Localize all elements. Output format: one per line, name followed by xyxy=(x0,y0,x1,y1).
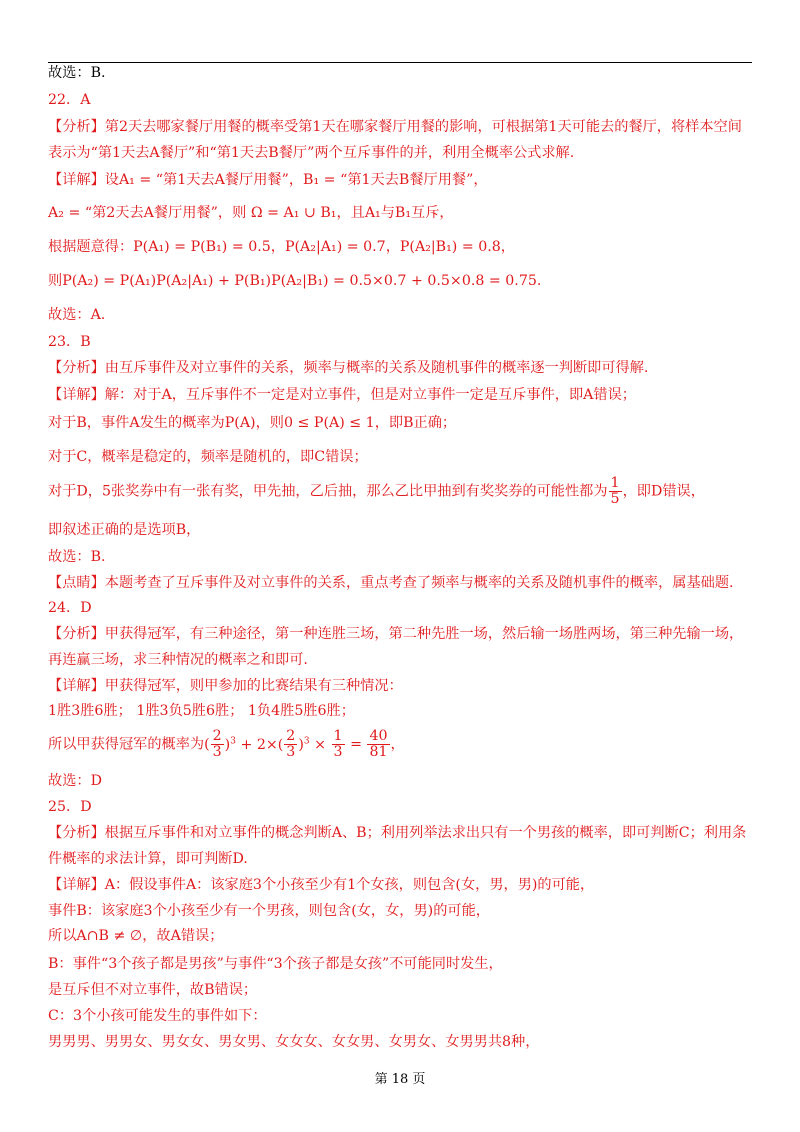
q25-detail-line7: 男男男、男男女、男女女、男女男、女女女、女女男、女男女、女男男共8种， xyxy=(48,1034,540,1050)
q23-detail-line2: 对于B，事件A发生的概率为P(A)，则0 ≤ P(A) ≤ 1，即B正确； xyxy=(48,415,457,431)
q24-detail-line1: 【详解】甲获得冠军，则甲参加的比赛结果有三种情况： xyxy=(48,678,403,694)
q25-detail-line6: C：3个小孩可能发生的事件如下： xyxy=(48,1008,267,1024)
q23-comment: 【点睛】本题考查了互斥事件及对立事件的关系，重点考查了频率与概率的关系及随机事件的概率，属基础题. xyxy=(48,575,734,591)
fraction-one-third: $\frac{1}{3}$ xyxy=(333,728,343,760)
q23-detail-line1: 【详解】解：对于A，互斥事件不一定是对立事件，但是对立事件一定是互斥事件，即A错误； xyxy=(48,387,636,403)
q24-detail-line3: 所以甲获得冠军的概率为( $\frac{2}{3}$ )$^3$ + 2×( $\frac{2}{3}$ )$^3$ × $\frac{1}{3}$ = $\frac{40}{81}$ ， xyxy=(48,728,405,760)
page-number: 第 18 页 xyxy=(374,1072,426,1087)
q23-detail-line4 xyxy=(48,476,705,507)
q25-detail-line3: 所以A∩B ≠ ∅，故A错误； xyxy=(48,928,224,944)
q25-detail-line2: 事件B：该家庭3个小孩至少有一个男孩，则包含(女，女，男)的可能， xyxy=(48,903,490,919)
fraction-one-fifth: $\frac{1}{5}$ xyxy=(610,475,620,507)
q23-detail-line4-text: 对于D，5张奖券中有一张有奖，甲先抽，乙后抽，那么乙比甲抽到有奖奖券的可能性都为 xyxy=(48,483,608,500)
q22-analysis-line1: 【分析】第2天去哪家餐厅用餐的概率受第1天在哪家餐厅用餐的影响，可根据第1天可能去的餐厅，将样本空间 xyxy=(48,119,742,135)
fraction-two-thirds: $\frac{2}{3}$ xyxy=(212,728,222,760)
q24-analysis-line2: 再连赢三场，求三种情况的概率之和即可. xyxy=(48,652,308,668)
q24-detail-line3-text: 所以甲获得冠军的概率为 xyxy=(48,736,205,753)
q22-analysis-line2: 表示为“第1天去A餐厅”和“第1天去B餐厅”两个互斥事件的并，利用全概率公式求解. xyxy=(48,145,575,161)
q23-detail-line4-end: ，即D错误， xyxy=(622,483,705,500)
q22-number: 22．A xyxy=(48,92,91,108)
q23-detail-line5: 即叙述正确的是选项B， xyxy=(48,522,201,538)
q23-analysis: 【分析】由互斥事件及对立事件的关系，频率与概率的关系及随机事件的概率逐一判断即可得解. xyxy=(48,360,649,376)
header-rule xyxy=(48,62,752,63)
q23-number: 23．B xyxy=(48,334,91,350)
q24-analysis-line1: 【分析】甲获得冠军，有三种途径，第一种连胜三场，第二种先胜一场，然后输一场胜两场，第三种先输一场， xyxy=(48,626,744,642)
q25-analysis-line2: 件概率的求法计算，即可判断D. xyxy=(48,851,248,867)
q23-choose: 故选：B. xyxy=(48,549,106,565)
q24-detail-line2: 1胜3胜6胜； 1胜3负5胜6胜； 1负4胜5胜6胜； xyxy=(48,703,355,719)
q24-number: 24．D xyxy=(48,600,92,616)
q25-number: 25．D xyxy=(48,799,92,815)
q22-detail-line3: 根据题意得：P(A₁) = P(B₁) = 0.5，P(A₂|A₁) = 0.7，P(A₂|B₁) = 0.8， xyxy=(48,239,515,255)
q22-choose: 故选：A. xyxy=(48,307,106,323)
q25-analysis-line1: 【分析】根据互斥事件和对立事件的概念判断A、B；利用列举法求出只有一个男孩的概率，即可判断C；利用条 xyxy=(48,825,747,841)
q25-detail-line1: 【详解】A：假设事件A：该家庭3个小孩至少有1个女孩，则包含(女，男，男)的可能， xyxy=(48,877,595,893)
fraction-two-thirds: $\frac{2}{3}$ xyxy=(286,728,296,760)
q21-choose: 故选：B. xyxy=(48,65,106,81)
q23-detail-line3: 对于C，概率是稳定的，频率是随机的，即C错误； xyxy=(48,449,368,465)
q25-detail-line4: B：事件“3个孩子都是男孩”与事件“3个孩子都是女孩”不可能同时发生， xyxy=(48,956,503,972)
q22-detail-line1: 【详解】设A₁ = “第1天去A餐厅用餐”，B₁ = “第1天去B餐厅用餐”， xyxy=(48,172,488,188)
q22-detail-line4: 则P(A₂) = P(A₁)P(A₂|A₁) + P(B₁)P(A₂|B₁) = 0.5×0.7 + 0.5×0.8 = 0.75. xyxy=(48,273,542,289)
q25-detail-line5: 是互斥但不对立事件，故B错误； xyxy=(48,982,258,998)
fraction-40-81: $\frac{40}{81}$ xyxy=(369,728,388,760)
q22-detail-line2: A₂ = “第2天去A餐厅用餐”，则 Ω = A₁ ∪ B₁，且A₁与B₁互斥， xyxy=(48,205,454,221)
q24-choose: 故选：D xyxy=(48,773,102,789)
